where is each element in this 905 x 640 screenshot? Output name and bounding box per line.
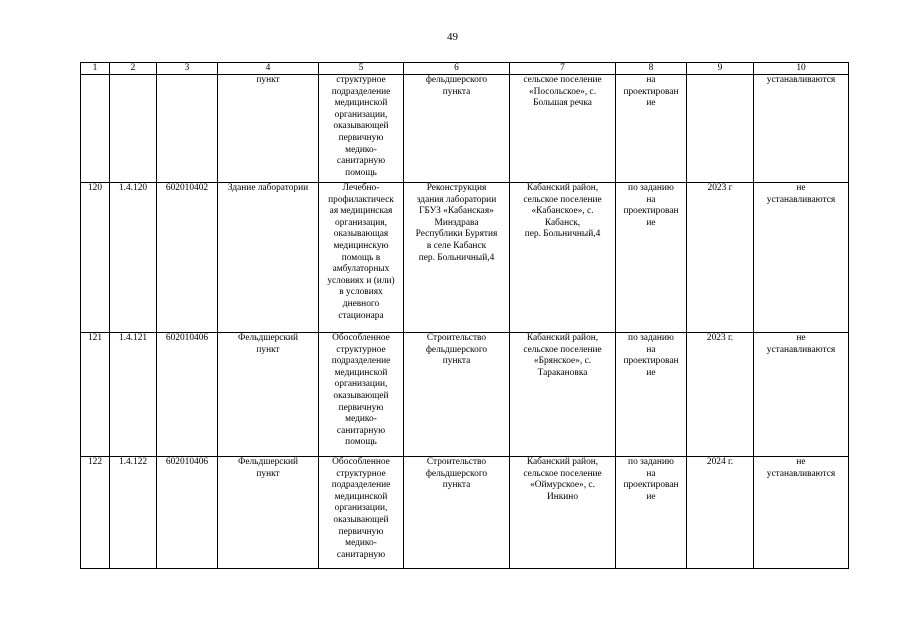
table-row <box>81 75 849 183</box>
column-header-1: 1 <box>81 63 110 75</box>
year-cell <box>687 75 754 183</box>
object-code-cell: 1.4.122 <box>110 457 157 569</box>
purpose-cell: структурное подразделение медицинской организации, оказывающей первичную медико- санитарную помощь <box>319 75 404 183</box>
object-name-cell: Фельдшерский пункт <box>218 333 319 457</box>
object-code-cell: 1.4.121 <box>110 333 157 457</box>
purpose-cell: Лечебно- профилактическ ая медицинская организация, оказывающая медицинскую помощь в амбулаторных условиях и (или) в условиях дневного стационара <box>319 183 404 333</box>
location-cell: Кабанский район, сельское поселение «Кабанское», с. Кабанск, пер. Больничный,4 <box>510 183 616 333</box>
okof-code-cell: 602010402 <box>157 183 218 333</box>
okof-code-cell: 602010406 <box>157 457 218 569</box>
okof-code-cell: 602010406 <box>157 333 218 457</box>
table-row <box>81 333 849 457</box>
basis-cell: на проектирован ие <box>616 75 687 183</box>
column-header-8: 8 <box>616 63 687 75</box>
zones-cell: не устанавливаются <box>754 457 849 569</box>
row-number-cell: 121 <box>81 333 110 457</box>
zones-cell: не устанавливаются <box>754 333 849 457</box>
purpose-cell: Обособленное структурное подразделение медицинской организации, оказывающей первичную медико- санитарную помощь <box>319 333 404 457</box>
column-header-4: 4 <box>218 63 319 75</box>
table-row <box>81 457 849 569</box>
location-cell: сельское поселение «Посольское», с. Большая речка <box>510 75 616 183</box>
table-row <box>81 183 849 333</box>
column-number-row <box>81 63 849 75</box>
object-code-cell: 1.4.120 <box>110 183 157 333</box>
work-type-cell: Реконструкция здания лаборатории ГБУЗ «Кабанская» Минздрава Республики Бурятия в селе Кабанск пер. Больничный,4 <box>404 183 510 333</box>
year-cell: 2023 г. <box>687 333 754 457</box>
year-cell: 2024 г. <box>687 457 754 569</box>
row-number-cell <box>81 75 110 183</box>
zones-cell: устанавливаются <box>754 75 849 183</box>
work-type-cell: фельдшерского пункта <box>404 75 510 183</box>
row-number-cell: 120 <box>81 183 110 333</box>
planning-table <box>80 62 849 569</box>
column-header-5: 5 <box>319 63 404 75</box>
year-cell: 2023 г <box>687 183 754 333</box>
basis-cell: по заданию на проектирован ие <box>616 333 687 457</box>
location-cell: Кабанский район, сельское поселение «Оймурское», с. Инкино <box>510 457 616 569</box>
okof-code-cell <box>157 75 218 183</box>
column-header-6: 6 <box>404 63 510 75</box>
column-header-2: 2 <box>110 63 157 75</box>
object-name-cell: Фельдшерский пункт <box>218 457 319 569</box>
column-header-9: 9 <box>687 63 754 75</box>
zones-cell: не устанавливаются <box>754 183 849 333</box>
object-code-cell <box>110 75 157 183</box>
purpose-cell: Обособленное структурное подразделение медицинской организации, оказывающей первичную медико- санитарную <box>319 457 404 569</box>
basis-cell: по заданию на проектирован ие <box>616 183 687 333</box>
basis-cell: по заданию на проектирован ие <box>616 457 687 569</box>
page-number: 49 <box>447 31 458 43</box>
column-header-3: 3 <box>157 63 218 75</box>
work-type-cell: Строительство фельдшерского пункта <box>404 457 510 569</box>
object-name-cell: пункт <box>218 75 319 183</box>
object-name-cell: Здание лаборатории <box>218 183 319 333</box>
column-header-10: 10 <box>754 63 849 75</box>
location-cell: Кабанский район, сельское поселение «Брянское», с. Таракановка <box>510 333 616 457</box>
work-type-cell: Строительство фельдшерского пункта <box>404 333 510 457</box>
column-header-7: 7 <box>510 63 616 75</box>
row-number-cell: 122 <box>81 457 110 569</box>
